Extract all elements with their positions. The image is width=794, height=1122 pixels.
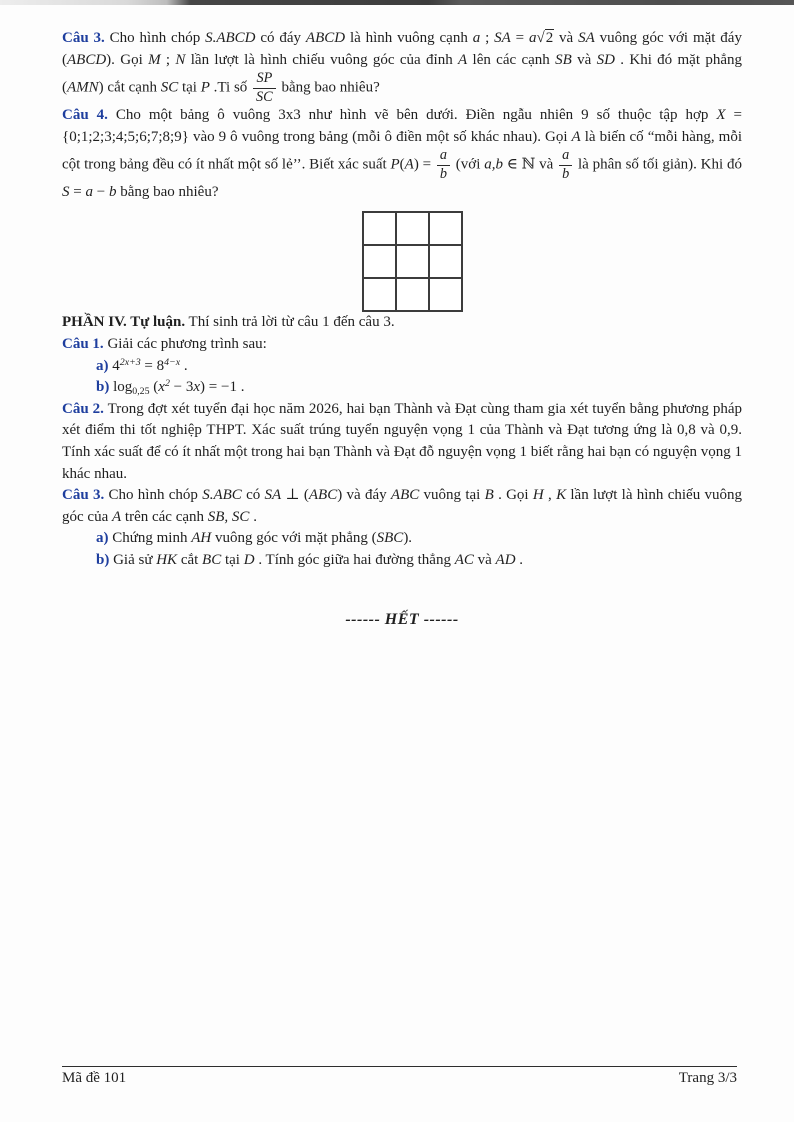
page-footer [62,1066,737,1087]
grid-cell [429,278,462,311]
grid-cell [429,245,462,278]
question-1: Câu 1. Giải các phương trình sau: [62,336,267,353]
grid-cell [396,278,429,311]
question-3-part4: Câu 3. Cho hình chóp S.ABC có SA ⊥ (ABC) và đáy ABC vuông tại B . Gọi H , K lần lượt là hình chiếu vuông góc của A trên các cạnh SB, SC . [62,487,742,525]
question-3-item-b: b) Giả sử HK cắt BC tại D . Tính góc giữa hai đường thẳng AC và AD . [96,552,524,568]
footer-exam-code: Mã đề 101 [62,1070,127,1086]
question-1-item-b: b) log0,25 $(x^2 - 3x) = -1$ . [96,378,245,398]
grid-cell [396,245,429,278]
question-2: Câu 2. Trong đợt xét tuyển đại học năm 2026, hai bạn Thành và Đạt cùng tham gia xét tuyển bằng phương pháp xét điểm thi tốt nghiệp THPT. Xác suất trúng tuyển nguyện vọng 1 của Thành và Đạt tương ứng là 0,8 và 0,9. Tính xác suất để có ít nhất một trong hai bạn Thành và Đạt đỗ nguyện vọng 1 biết rằng hai bạn có nguyện vọng 1 khác nhau. [62,400,742,482]
grid-cell [429,212,462,245]
end-marker: ------ HẾT ------ [345,610,459,628]
grid-cell [363,245,396,278]
exam-page-content [62,28,742,647]
section-heading-part4: PHẦN IV. Tự luận. Thí sinh trả lời từ câu 1 đến câu 3. [62,314,395,331]
question-1-item-a: a) $4^{2x+3} = 8^{4-x}$ . [96,356,188,374]
question-3-part3: Câu 3. Cho hình chóp S.ABCD có đáy ABCD là hình vuông cạnh a ; SA = a√2 và SA vuông góc với mặt đáy (ABCD). Gọi M ; N lần lượt là hình chiếu vuông góc của đỉnh A lên các cạnh SB và SD . Khi đó mặt phẳng (AMN) cắt cạnh SC tại P .Ti số $\frac{SP}{SC}$ bằng bao nhiêu? [62,30,742,105]
grid-figure [362,211,742,312]
grid-3x3 [362,211,463,312]
grid-cell [363,278,396,311]
grid-cell [363,212,396,245]
scan-artifact-strip [0,0,794,5]
question-3-item-a: a) Chứng minh AH vuông góc với mặt phẳng (SBC). [96,530,413,547]
question-4-part3: Câu 4. Cho một bảng ô vuông 3x3 như hình vẽ bên dưới. Điền ngẫu nhiên 9 số thuộc tập hợp X = {0;1;2;3;4;5;6;7;8;9} vào 9 ô vuông trong bảng (mỗi ô điền một số khác nhau). Gọi A là biến cố “mỗi hàng, mỗi cột trong bảng đều có ít nhất một số lẻ’’. Biết xác suất P(A) = $\frac{a}{b}$ (với a,b ∈ ℕ và $\frac{a}{b}$ là phân số tối giản). Khi đó S = a − b bằng bao nhiêu? [62,106,743,200]
grid-cell [396,212,429,245]
footer-page-number: Trang 3/3 [678,1070,737,1086]
